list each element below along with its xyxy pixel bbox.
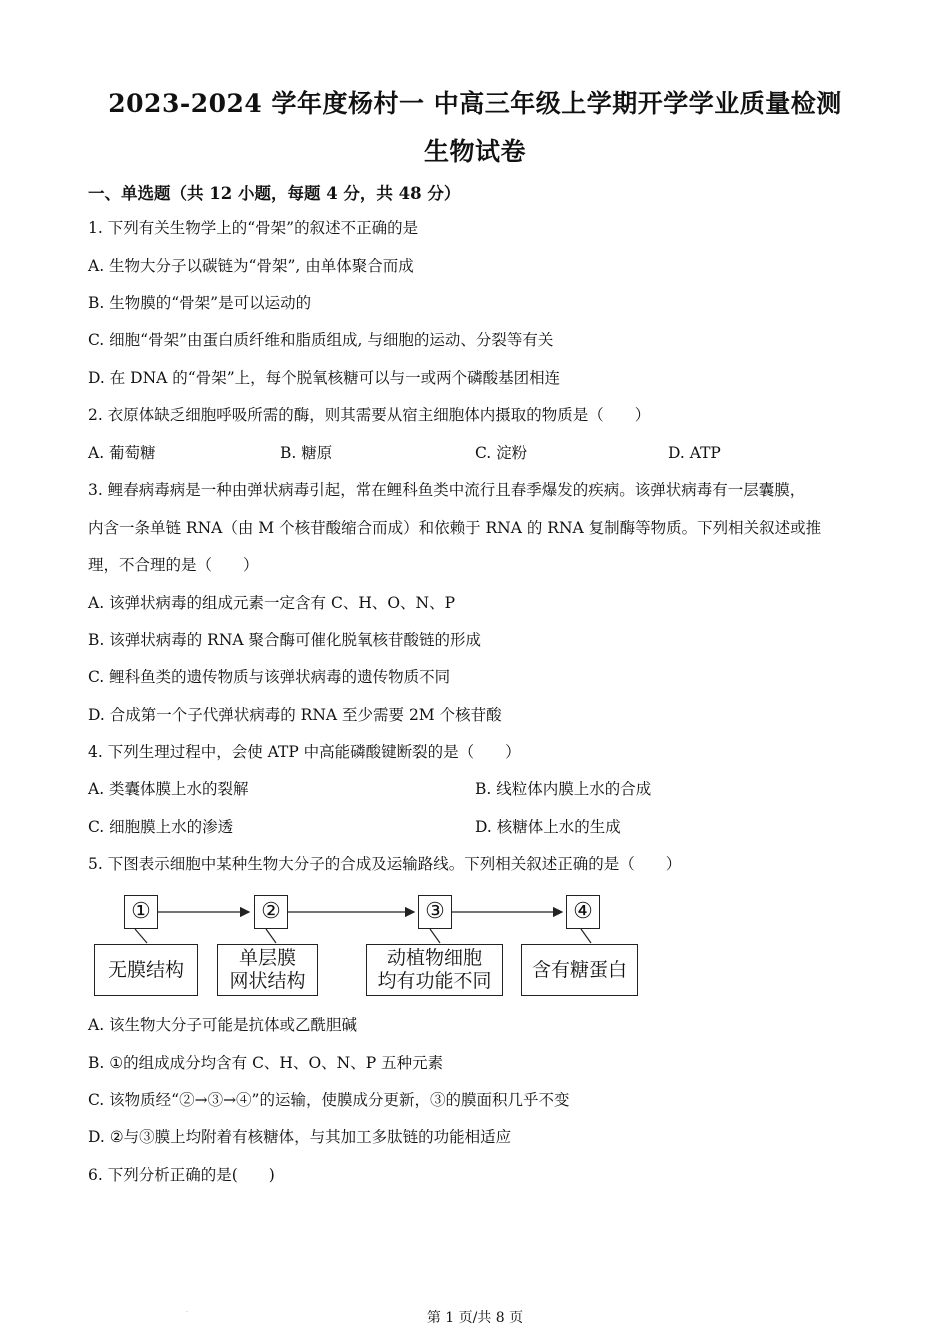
exam-title: 2023-2024 学年度杨村一 中高三年级上学期开学学业质量检测 <box>108 89 842 118</box>
q1-stem: 1. 下列有关生物学上的“骨架”的叙述不正确的是 <box>88 219 419 237</box>
q5-option-c: C. 该物质经“②→③→④”的运输，使膜成分更新，③的膜面积几乎不变 <box>88 1091 570 1109</box>
label-box-2 <box>217 944 318 996</box>
label-box-3 <box>366 944 503 996</box>
label-3-line1: 动植物细胞 <box>386 947 482 969</box>
node-3: ③ <box>418 895 452 929</box>
q3-stem-line1: 3. 鲤春病毒病是一种由弹状病毒引起，常在鲤科鱼类中流行且春季爆发的疾病。该弹状病毒有一层囊膜， <box>88 481 806 499</box>
leader-4 <box>581 929 591 943</box>
label-4-line1: 含有糖蛋白 <box>531 958 627 981</box>
q1-option-b: B. 生物膜的“骨架”是可以运动的 <box>88 294 312 312</box>
q3-stem-line3: 理，不合理的是（ ） <box>88 556 259 574</box>
q5-flow-diagram <box>90 893 650 1001</box>
leader-3 <box>430 929 440 943</box>
q4-option-b: B. 线粒体内膜上水的合成 <box>475 780 652 798</box>
q2-option-a: A. 葡萄糖 <box>88 444 156 462</box>
label-box-4 <box>521 944 638 996</box>
q4-option-c: C. 细胞膜上水的渗透 <box>88 818 234 836</box>
q1-option-d: D. 在 DNA 的“骨架”上，每个脱氧核糖可以与一或两个磷酸基团相连 <box>88 369 561 387</box>
q3-option-c: C. 鲤科鱼类的遗传物质与该弹状病毒的遗传物质不同 <box>88 668 451 686</box>
q2-stem: 2. 衣原体缺乏细胞呼吸所需的酶，则其需要从宿主细胞体内摄取的物质是（ ） <box>88 406 651 424</box>
q5-stem: 5. 下图表示细胞中某种生物大分子的合成及运输路线。下列相关叙述正确的是（ ） <box>88 855 682 873</box>
node-4: ④ <box>566 895 600 929</box>
q5-option-d: D. ②与③膜上均附着有核糖体，与其加工多肽链的功能相适应 <box>88 1128 512 1146</box>
q2-option-c: C. 淀粉 <box>475 444 528 462</box>
label-2-line1: 单层膜 <box>238 947 296 969</box>
q1-option-a: A. 生物大分子以碳链为“骨架”, 由单体聚合而成 <box>88 257 414 275</box>
leader-1 <box>135 929 147 943</box>
q3-option-a: A. 该弹状病毒的组成元素一定含有 C、H、O、N、P <box>88 594 456 612</box>
page-footer: 第 1 页/共 8 页 <box>426 1310 524 1326</box>
leader-2 <box>266 929 276 943</box>
q4-option-a: A. 类囊体膜上水的裂解 <box>88 780 249 798</box>
q3-option-d: D. 合成第一个子代弹状病毒的 RNA 至少需要 2M 个核苷酸 <box>88 706 502 724</box>
exam-subtitle: 生物试卷 <box>423 137 526 166</box>
node-2: ② <box>254 895 288 929</box>
q3-stem-line2: 内含一条单链 RNA（由 M 个核苷酸缩合而成）和依赖于 RNA 的 RNA 复制酶等物质。下列相关叙述或推 <box>88 519 822 537</box>
scan-dot: · <box>186 1309 188 1316</box>
q5-option-a: A. 该生物大分子可能是抗体或乙酰胆碱 <box>88 1016 358 1034</box>
q3-option-b: B. 该弹状病毒的 RNA 聚合酶可催化脱氧核苷酸链的形成 <box>88 631 482 649</box>
label-1-line1: 无膜结构 <box>107 958 184 981</box>
label-box-1 <box>94 944 198 996</box>
section-heading: 一、单选题（共 12 小题，每题 4 分，共 48 分） <box>88 184 461 203</box>
q4-option-d: D. 核糖体上水的生成 <box>475 818 621 836</box>
label-2-line2: 网状结构 <box>229 970 306 992</box>
node-1: ① <box>124 895 158 929</box>
q4-stem: 4. 下列生理过程中，会使 ATP 中高能磷酸键断裂的是（ ） <box>88 743 521 761</box>
label-3-line2: 均有功能不同 <box>377 970 492 992</box>
q1-option-c: C. 细胞“骨架”由蛋白质纤维和脂质组成, 与细胞的运动、分裂等有关 <box>88 331 554 349</box>
q2-option-d: D. ATP <box>668 444 721 462</box>
q2-option-b: B. 糖原 <box>280 444 333 462</box>
q6-stem: 6. 下列分析正确的是( ) <box>88 1166 275 1184</box>
q5-option-b: B. ①的组成成分均含有 C、H、O、N、P 五种元素 <box>88 1054 444 1072</box>
